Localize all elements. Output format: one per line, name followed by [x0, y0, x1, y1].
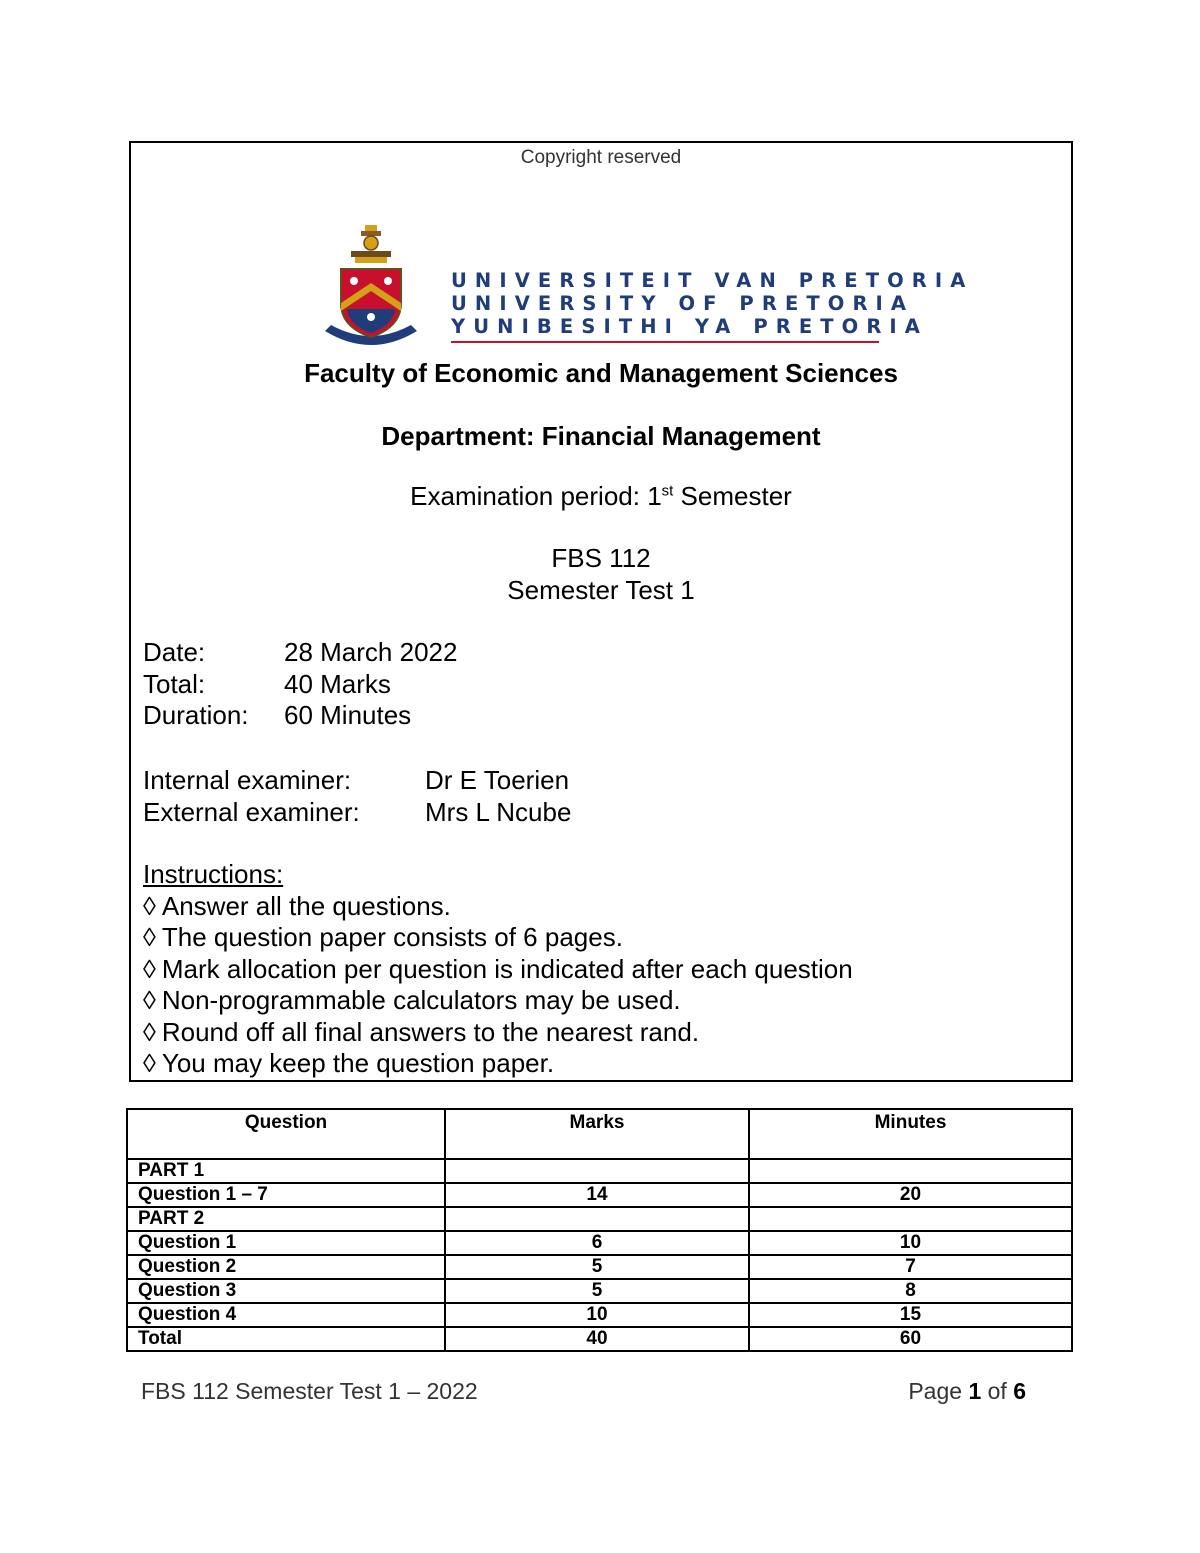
minutes-cell: 60: [749, 1327, 1072, 1351]
instruction-text: Mark allocation per question is indicated after each question: [161, 953, 853, 984]
date-row: [143, 637, 457, 669]
page-current: 1: [968, 1378, 982, 1404]
table-header-row: [127, 1109, 1072, 1159]
instruction-text: Answer all the questions.: [161, 890, 451, 921]
marks-cell: 14: [445, 1183, 749, 1207]
instruction-text: You may keep the question paper.: [161, 1048, 555, 1078]
duration-value: 60 Minutes: [284, 700, 412, 730]
course-code: FBS 112: [551, 543, 651, 573]
minutes-cell: 15: [749, 1303, 1072, 1327]
marks-cell: [445, 1159, 749, 1183]
question-cell: Question 2: [127, 1255, 445, 1279]
internal-examiner-label: Internal examiner:: [143, 765, 352, 795]
question-cell: Total: [127, 1327, 445, 1351]
test-info: [143, 637, 457, 732]
diamond-bullet-icon: ◊: [143, 985, 156, 1015]
instruction-text: The question paper consists of 6 pages.: [161, 922, 623, 952]
column-header-question: Question: [127, 1109, 445, 1159]
diamond-bullet-icon: ◊: [143, 922, 156, 952]
duration-label: Duration:: [143, 700, 249, 730]
cover-box: [129, 141, 1073, 1082]
test-name: Semester Test 1: [507, 575, 695, 605]
footer-title: FBS 112 Semester Test 1 – 2022: [141, 1378, 478, 1404]
logo-underline: [451, 341, 879, 343]
diamond-bullet-icon: ◊: [143, 1048, 156, 1078]
copyright-notice: Copyright reserved: [520, 147, 682, 168]
minutes-cell: [749, 1207, 1072, 1231]
question-cell: PART 1: [127, 1159, 445, 1183]
internal-examiner-row: [143, 765, 571, 797]
exam-period-superscript: st: [661, 482, 674, 500]
marks-cell: 40: [445, 1327, 749, 1351]
question-cell: PART 2: [127, 1207, 445, 1231]
table-row: [127, 1183, 1072, 1207]
page-word: Page: [908, 1378, 963, 1404]
university-name-sepedi: YUNIBESITHI YA PRETORIA: [451, 315, 928, 338]
instructions-title: Instructions:: [143, 859, 284, 889]
instruction-item: [143, 1017, 853, 1049]
question-cell: Question 4: [127, 1303, 445, 1327]
marks-allocation-table: [126, 1108, 1073, 1352]
marks-cell: 6: [445, 1231, 749, 1255]
minutes-cell: 7: [749, 1255, 1072, 1279]
diamond-bullet-icon: ◊: [143, 953, 156, 984]
question-cell: Question 3: [127, 1279, 445, 1303]
page-number: [908, 1378, 1026, 1405]
table-row: [127, 1207, 1072, 1231]
instructions: [143, 859, 853, 1080]
table-row: [127, 1303, 1072, 1327]
diamond-bullet-icon: ◊: [143, 1016, 156, 1047]
faculty-title: Faculty of Economic and Management Sciences: [304, 358, 898, 388]
minutes-cell: [749, 1159, 1072, 1183]
instruction-item: [143, 922, 853, 954]
column-header-marks: Marks: [445, 1109, 749, 1159]
instruction-item: [143, 954, 853, 986]
minutes-cell: 8: [749, 1279, 1072, 1303]
university-name-afrikaans: UNIVERSITEIT VAN PRETORIA: [451, 269, 974, 292]
table-row-total: [127, 1327, 1072, 1351]
instruction-item: [143, 985, 853, 1017]
instruction-item: [143, 1048, 853, 1080]
table-row: [127, 1255, 1072, 1279]
department-title: Department: Financial Management: [381, 421, 821, 451]
of-word: of: [987, 1378, 1007, 1404]
total-row: [143, 669, 457, 701]
question-cell: Question 1: [127, 1231, 445, 1255]
minutes-cell: 10: [749, 1231, 1072, 1255]
table-row: [127, 1231, 1072, 1255]
university-name-english: UNIVERSITY OF PRETORIA: [451, 292, 915, 315]
instruction-item: [143, 891, 853, 923]
instruction-text: Non-programmable calculators may be used.: [161, 985, 681, 1015]
external-examiner-label: External examiner:: [143, 796, 360, 827]
date-value: 28 March 2022: [284, 637, 458, 667]
marks-cell: [445, 1207, 749, 1231]
marks-cell: 5: [445, 1255, 749, 1279]
external-examiner-value: Mrs L Ncube: [425, 796, 572, 827]
marks-cell: 10: [445, 1303, 749, 1327]
table-row: [127, 1159, 1072, 1183]
duration-row: [143, 700, 457, 732]
exam-period-prefix: Examination period: 1: [410, 481, 662, 511]
internal-examiner-value: Dr E Toerien: [425, 765, 570, 795]
university-name-block: [451, 269, 974, 343]
date-label: Date:: [143, 637, 206, 667]
minutes-cell: 20: [749, 1183, 1072, 1207]
column-header-minutes: Minutes: [749, 1109, 1072, 1159]
external-examiner-row: [143, 797, 571, 829]
university-logo: [321, 223, 974, 355]
marks-cell: 5: [445, 1279, 749, 1303]
total-value: 40 Marks: [284, 668, 391, 699]
total-label: Total:: [143, 668, 206, 699]
table-row: [127, 1279, 1072, 1303]
exam-period: [131, 481, 1071, 512]
page-total: 6: [1013, 1378, 1026, 1404]
examiners: [143, 765, 571, 828]
question-cell: Question 1 – 7: [127, 1183, 445, 1207]
exam-period-suffix: Semester: [673, 481, 792, 511]
university-crest-icon: [321, 223, 421, 355]
instruction-text: Round off all final answers to the nearest rand.: [161, 1016, 700, 1047]
diamond-bullet-icon: ◊: [143, 890, 156, 921]
